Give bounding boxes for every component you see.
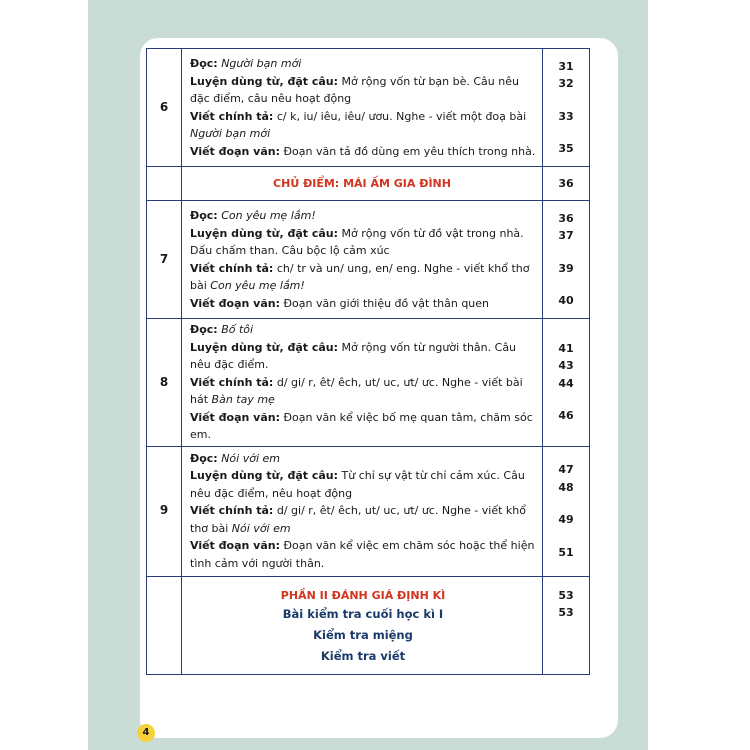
lesson-line[interactable]: Viết đoạn văn: Đoạn văn tả đồ dùng em yêu thích trong nhà.	[190, 144, 536, 158]
page-numbers: 53 53	[543, 576, 590, 674]
section-page: 36	[543, 167, 590, 201]
lesson-line[interactable]: Luyện dùng từ, đặt câu: Mở rộng vốn từ người thân. Câu nêu đặc điểm.	[190, 340, 517, 371]
lesson-line[interactable]: Đọc: Nói với em	[190, 451, 280, 465]
part2-content	[182, 576, 543, 674]
lesson-line[interactable]: Viết chính tả: d/ gi/ r, êt/ êch, ut/ uc, ưt/ ưc. Nghe - viết bài hát Bàn tay mẹ	[190, 375, 523, 406]
part2-item[interactable]: Kiểm tra miệng	[313, 628, 413, 642]
page-numbers: 47 48 49 51	[543, 446, 590, 576]
unit-number: 7	[147, 201, 182, 319]
unit-lessons	[182, 49, 543, 167]
page-numbers: 41 43 44 46	[543, 319, 590, 447]
lesson-line[interactable]: Đọc: Con yêu mẹ lắm!	[190, 209, 316, 222]
section-title[interactable]: CHỦ ĐIỂM: MÁI ẤM GIA ĐÌNH	[182, 167, 543, 201]
lesson-line[interactable]: Viết đoạn văn: Đoạn văn giới thiệu đồ vật thân quen	[190, 296, 490, 310]
unit-row	[147, 446, 590, 576]
unit-row	[147, 49, 590, 167]
lesson-line[interactable]: Đọc: Bố tôi	[190, 323, 254, 336]
page-number-badge: 4	[137, 724, 155, 742]
unit-number: 9	[147, 446, 182, 576]
page-numbers: 36 37 39 40	[543, 201, 590, 319]
table-of-contents	[146, 48, 590, 675]
part2-row	[147, 576, 590, 674]
unit-number: 8	[147, 319, 182, 447]
part2-item[interactable]: Bài kiểm tra cuối học kì I	[282, 607, 444, 621]
lesson-line[interactable]: Luyện dùng từ, đặt câu: Từ chỉ sự vật từ chỉ cảm xúc. Câu nêu đặc điểm, nêu hoạt động	[190, 469, 525, 500]
unit-lessons	[182, 319, 543, 447]
unit-lessons	[182, 201, 543, 319]
unit-row	[147, 319, 590, 447]
part2-item[interactable]: Kiểm tra viết	[320, 649, 406, 663]
unit-row	[147, 201, 590, 319]
lesson-line[interactable]: Viết chính tả: c/ k, iu/ iêu, iêu/ ươu. Nghe - viết một đoạ bài Người bạn mới	[190, 109, 527, 140]
lesson-line[interactable]: Viết đoạn văn: Đoạn văn kể việc bố mẹ quan tâm, chăm sóc em.	[190, 410, 533, 441]
lesson-line[interactable]: Luyện dùng từ, đặt câu: Mở rộng vốn từ đồ vật trong nhà. Dấu chấm than. Câu bộc lộ cảm xúc	[190, 226, 524, 257]
section-row	[147, 167, 590, 201]
lesson-line[interactable]: Đọc: Người bạn mới	[190, 57, 302, 70]
unit-lessons	[182, 446, 543, 576]
lesson-line[interactable]: Viết chính tả: d/ gi/ r, êt/ êch, ut/ uc, ưt/ ưc. Nghe - viết khổ thơ bài Nói với em	[190, 504, 526, 535]
page-numbers: 31 32 33 35	[543, 49, 590, 167]
lesson-line[interactable]: Viết chính tả: ch/ tr và un/ ung, en/ eng. Nghe - viết khổ thơ bài Con yêu mẹ lắm!	[190, 261, 530, 292]
part2-title[interactable]: PHẦN II ĐÁNH GIÁ ĐỊNH KÌ	[280, 588, 446, 602]
lesson-line[interactable]: Viết đoạn văn: Đoạn văn kể việc em chăm sóc hoặc thể hiện tình cảm với người thân.	[190, 539, 535, 570]
lesson-line[interactable]: Luyện dùng từ, đặt câu: Mở rộng vốn từ bạn bè. Câu nêu đặc điểm, câu nêu hoạt động	[190, 74, 519, 105]
unit-number: 6	[147, 49, 182, 167]
